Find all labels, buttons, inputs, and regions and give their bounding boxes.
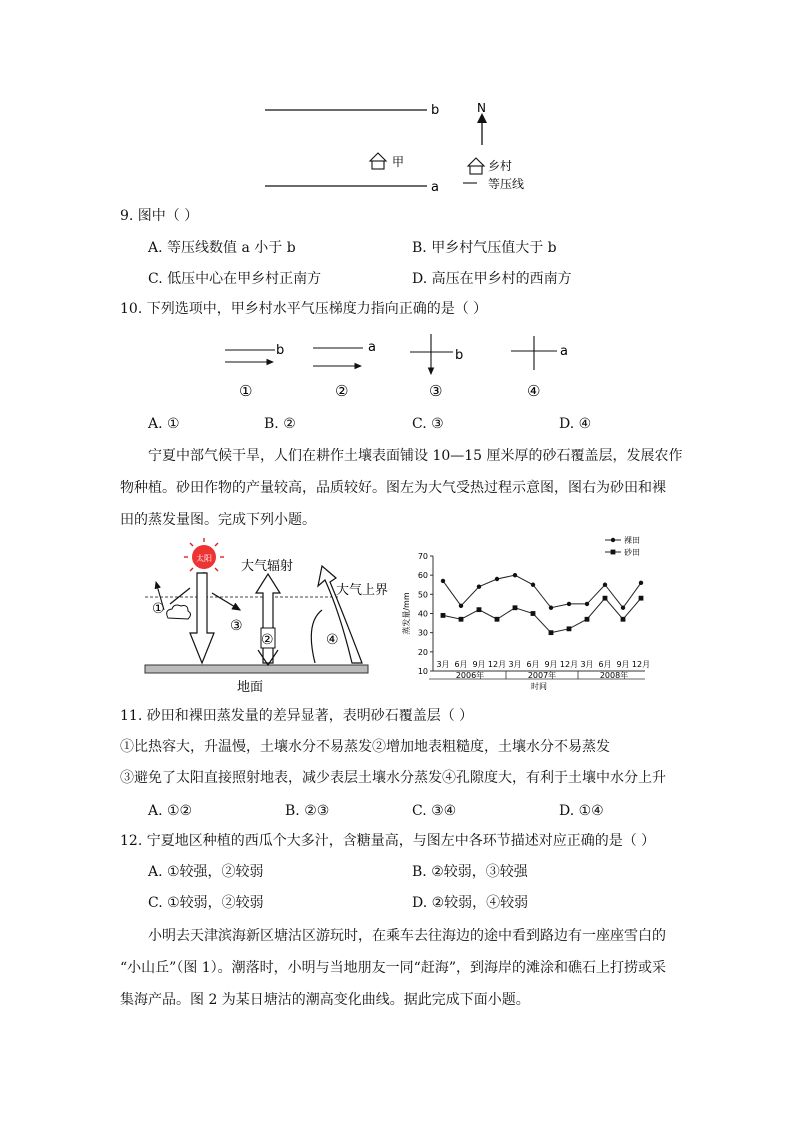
q12-stem: 12. 宁夏地区种植的西瓜个大多汁，含糖量高，与图左中各环节描述对应正确的是（ ）: [120, 833, 656, 849]
q10-option-b[interactable]: B. ②: [264, 416, 296, 432]
isobar-b-label: b: [431, 103, 440, 118]
diagram-4-label: a: [560, 344, 568, 359]
isobar-figure: [255, 95, 545, 200]
legend-marker: [611, 538, 615, 542]
x-tick-label: 3月: [436, 660, 450, 669]
passage-2-line-2: “小山丘”（图 1）。潮落时，小明与当地朋友一同“赶海”，到海岸的滩涂和礁石上打捞或采: [120, 960, 666, 976]
legend-village-label: 乡村: [488, 159, 513, 173]
data-point-bare-field: [459, 604, 463, 608]
y-tick-label: 40: [417, 609, 428, 619]
label-2: ②: [261, 632, 274, 648]
y-tick-label: 50: [417, 590, 428, 600]
data-point-sand-field: [495, 617, 500, 622]
x-tick-label: 9月: [472, 660, 486, 669]
diagram-3-number: ③: [429, 382, 443, 400]
atm-radiation-label: 大气辐射: [241, 559, 294, 574]
q10-option-a[interactable]: A. ①: [148, 416, 180, 432]
data-point-bare-field: [549, 606, 553, 610]
village-icon: [370, 153, 386, 169]
y-tick-label: 60: [417, 571, 428, 581]
q11-option-c[interactable]: C. ③④: [412, 803, 457, 819]
y-tick-label: 30: [417, 628, 428, 638]
y-tick-label: 10: [417, 667, 428, 676]
data-point-bare-field: [567, 602, 571, 606]
diagram-3: [410, 334, 463, 400]
data-point-bare-field: [495, 577, 499, 581]
cloud-icon: [167, 605, 191, 619]
data-point-sand-field: [477, 607, 482, 612]
passage-1-line-2: 物种植。砂田作物的产量较高，品质较好。图左为大气受热过程示意图，图右为砂田和裸: [120, 480, 666, 496]
series-line-bare-field: [443, 575, 641, 608]
diagram-2-number: ②: [335, 382, 349, 400]
isobar-a-label: a: [431, 180, 439, 195]
data-point-sand-field: [513, 605, 518, 610]
q9-option-d[interactable]: D. 高压在甲乡村的西南方: [412, 271, 572, 287]
y-axis-label: 蒸发量/mm: [402, 592, 411, 635]
label-3: ③: [230, 618, 243, 634]
x-tick-label: 9月: [616, 660, 630, 669]
q12-option-d[interactable]: D. ②较弱，④较弱: [412, 895, 529, 911]
passage-2-line-3: 集海产品。图 2 为某日塘沽的潮高变化曲线。据此完成下面小题。: [120, 992, 530, 1008]
diagram-1: [225, 343, 284, 400]
x-tick-label: 9月: [544, 660, 558, 669]
q10-option-c[interactable]: C. ③: [412, 416, 444, 432]
q12-option-c[interactable]: C. ①较弱，②较弱: [148, 895, 264, 911]
passage-1-line-3: 田的蒸发量图。完成下列小题。: [120, 512, 316, 528]
village-jia-label: 甲: [392, 155, 405, 169]
x-tick-label: 12月: [631, 660, 651, 669]
diagram-4: [511, 336, 568, 400]
data-point-bare-field: [441, 579, 445, 583]
data-point-sand-field: [441, 613, 446, 618]
data-point-bare-field: [603, 583, 607, 587]
q11-statement-1: ①比热容大，升温慢，土壤水分不易蒸发②增加地表粗糙度，土壤水分不易蒸发: [120, 739, 610, 755]
data-point-sand-field: [639, 596, 644, 601]
data-point-sand-field: [531, 611, 536, 616]
q11-option-b[interactable]: B. ②③: [285, 803, 330, 819]
q11-stem: 11. 砂田和裸田蒸发量的差异显著，表明砂石覆盖层（ ）: [120, 708, 474, 724]
data-point-sand-field: [585, 617, 590, 622]
atm-upper-label: 大气上界: [336, 583, 389, 598]
data-point-sand-field: [567, 626, 572, 631]
year-label: 2007年: [527, 671, 557, 680]
series-line-sand-field: [443, 598, 641, 633]
q9-option-c[interactable]: C. 低压中心在甲乡村正南方: [148, 271, 322, 287]
data-point-bare-field: [585, 602, 589, 606]
q12-option-a[interactable]: A. ①较强，②较弱: [148, 864, 264, 880]
label-1: ①: [152, 601, 165, 617]
q11-option-a[interactable]: A. ①②: [148, 803, 193, 819]
y-tick-label: 70: [417, 552, 428, 561]
q9-option-b[interactable]: B. 甲乡村气压值大于 b: [412, 240, 557, 256]
x-tick-label: 6月: [454, 660, 468, 669]
data-point-sand-field: [621, 617, 626, 622]
evaporation-chart: [395, 534, 655, 696]
q12-option-b[interactable]: B. ②较弱，③较强: [412, 864, 528, 880]
sun-label: 太阳: [196, 554, 212, 563]
q9-option-a[interactable]: A. 等压线数值 a 小于 b: [148, 240, 296, 256]
x-tick-label: 6月: [526, 660, 540, 669]
legend-label: 裸田: [624, 536, 640, 545]
passage-1: [120, 440, 683, 536]
data-point-sand-field: [459, 617, 464, 622]
data-point-sand-field: [549, 630, 554, 635]
passage-1-line-1: 宁夏中部气候干旱，人们在耕作土壤表面铺设 10—15 厘米厚的砂石覆盖层，发展农作: [148, 448, 683, 464]
q11-option-d[interactable]: D. ①④: [559, 803, 604, 819]
x-tick-label: 3月: [508, 660, 522, 669]
passage-2-line-1: 小明去天津滨海新区塘沽区游玩时，在乘车去往海边的途中看到路边有一座座雪白的: [148, 928, 666, 944]
legend-isobar-label: 等压线: [488, 177, 525, 191]
diagram-1-label: b: [276, 343, 285, 358]
diagram-1-number: ①: [239, 382, 253, 400]
year-label: 2008年: [599, 671, 629, 680]
diagram-2-label: a: [368, 340, 376, 355]
atmosphere-heating-diagram: [140, 538, 389, 696]
ground-bar: [145, 665, 368, 673]
data-point-bare-field: [621, 606, 625, 610]
passage-2: [120, 920, 680, 1016]
label-4: ④: [326, 632, 339, 648]
data-point-bare-field: [531, 583, 535, 587]
y-tick-label: 20: [417, 647, 428, 657]
q10-arrow-diagrams: [215, 330, 595, 405]
x-tick-label: 12月: [487, 660, 507, 669]
legend-label: 砂田: [624, 548, 640, 557]
legend-marker: [611, 550, 616, 555]
x-tick-label: 6月: [598, 660, 612, 669]
legend-village-icon: [468, 158, 484, 174]
sun-icon: [184, 538, 224, 576]
diagram-2: [313, 340, 376, 400]
data-point-bare-field: [477, 584, 481, 588]
year-label: 2006年: [455, 671, 485, 680]
diagram-3-label: b: [455, 348, 464, 363]
q11-statement-2: ③避免了太阳直接照射地表，减少表层土壤水分蒸发④孔隙度大，有利于土壤中水分上升: [120, 770, 666, 786]
north-label: N: [477, 101, 486, 115]
diagram-4-number: ④: [527, 382, 541, 400]
x-tick-label: 3月: [580, 660, 594, 669]
data-point-bare-field: [513, 573, 517, 577]
q10-stem: 10. 下列选项中，甲乡村水平气压梯度力指向正确的是（ ）: [120, 301, 488, 317]
q9-stem: 9. 图中（ ）: [120, 208, 199, 224]
solar-radiation-arrow: [190, 573, 214, 663]
x-tick-label: 12月: [559, 660, 579, 669]
data-point-sand-field: [603, 596, 608, 601]
ground-label: 地面: [237, 680, 264, 695]
data-point-bare-field: [639, 581, 643, 585]
x-axis-label: 时间: [531, 682, 547, 691]
q10-option-d[interactable]: D. ④: [559, 416, 592, 432]
